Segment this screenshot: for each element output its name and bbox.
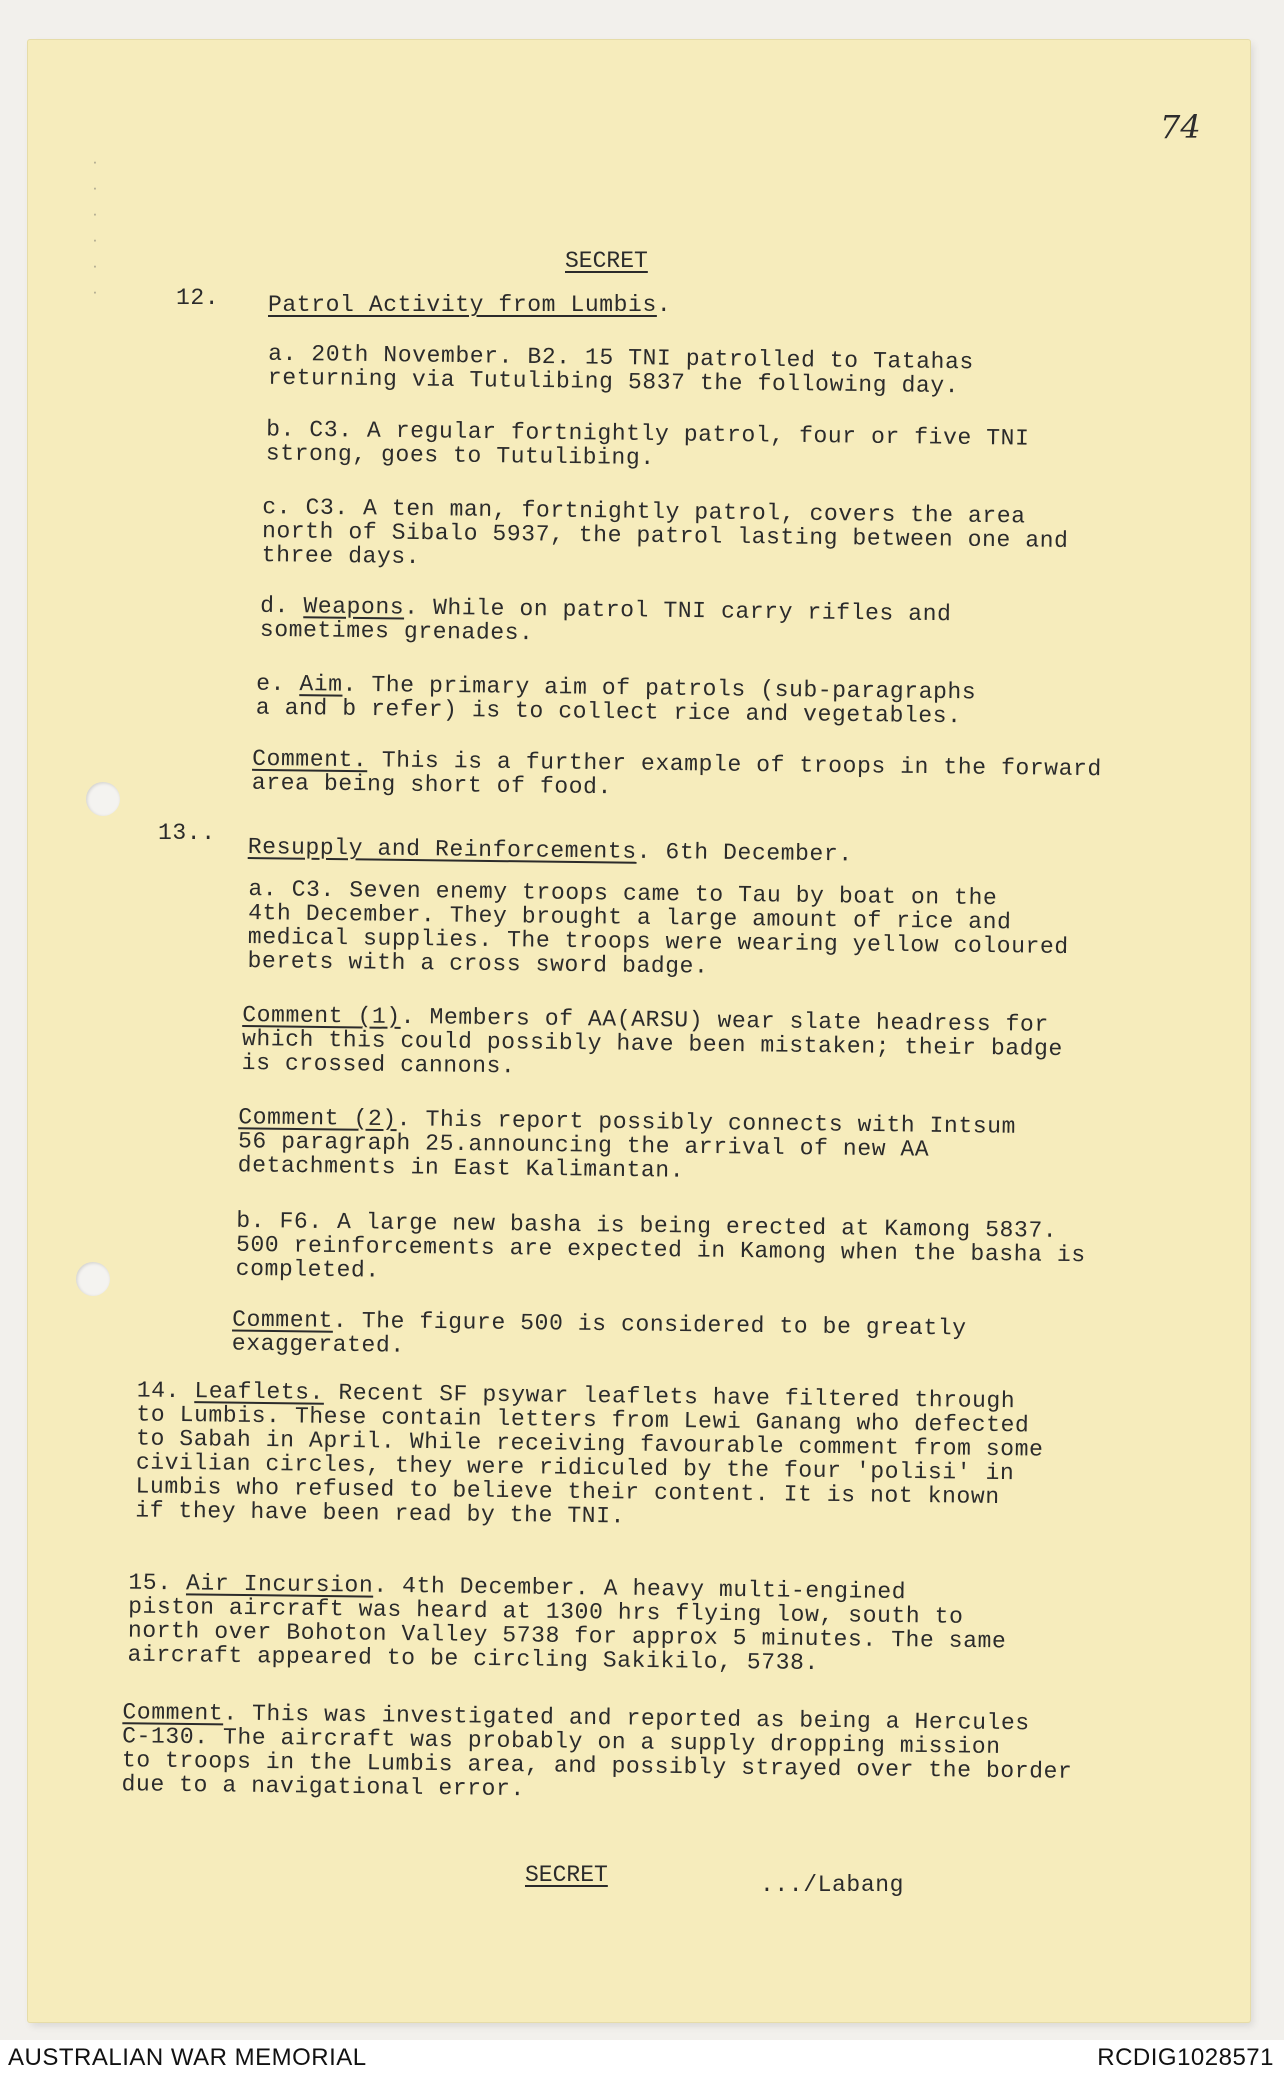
section-13-comment-3: Comment. The figure 500 is considered to be greatly exaggerated. (231, 1306, 967, 1359)
section-15-comment: Comment. This was investigated and reported as being a Hercules C-130. The aircraft was probably on a supply dropping mission to troops in the Lumbis area, and possibly strayed over the border due to a navigational error. (121, 1699, 1073, 1803)
comment-label: Comment. (252, 745, 368, 774)
header-classification: SECRET (565, 248, 648, 274)
section-12-title: Patrol Activity from Lumbis (268, 292, 657, 318)
section-14: 14. Leaflets. Recent SF psywar leaflets have filtered through to Lumbis. These contain letters from Lewi Ganang who defected to Sabah in April. While receiving favourable comment from some civilian circles, they were ridiculed by the four 'polisi' in Lumbis who refused to believe their content. It is not known if they have been read by the TNI. (135, 1377, 1044, 1530)
section-14-number: 14. (136, 1377, 181, 1404)
section-13-comment-2: Comment (2). This report possibly connects with Intsum 56 paragraph 25.announcing the arrival of new AA detachments in East Kalimantan. (237, 1104, 1017, 1184)
section-13-comment-1: Comment (1). Members of AA(ARSU) wear slate headress for which this could possibly have been mistaken; their badge is crossed cannons. (241, 1001, 1064, 1080)
page-number: 74 (1160, 108, 1201, 146)
section-15: 15. Air Incursion. 4th December. A heavy multi-engined piston aircraft was heard at 1300 hrs flying low, south to north over Bohoton Valley 5738 for approx 5 minutes. The same aircraft appeared to be circling Sakikilo, 5738. (127, 1569, 1007, 1677)
section-15-title: Air Incursion (185, 1570, 374, 1599)
continuation-note: .../Labang (760, 1872, 905, 1898)
section-13b: b. F6. A large new basha is being erected at Kamong 5837. 500 reinforcements are expected in Kamong when the basha is completed. (235, 1207, 1086, 1284)
comment-2-label: Comment (2) (238, 1104, 397, 1133)
section-12-title-line: Patrol Activity from Lumbis. (268, 292, 672, 318)
comment-3-label: Comment (232, 1306, 334, 1334)
aim-label: Aim (299, 671, 343, 698)
section-13-number: 13.. (158, 820, 216, 846)
section-12b: b. C3. A regular fortnightly patrol, four or five TNI strong, goes to Tutulibing. (265, 416, 1030, 472)
comment-1-label: Comment (1) (242, 1001, 401, 1030)
punch-hole (76, 1262, 110, 1296)
comment-label: Comment (122, 1699, 224, 1727)
section-15-number: 15. (128, 1569, 172, 1597)
section-14-title: Leaflets. (194, 1378, 325, 1406)
section-13-title-line: Resupply and Reinforcements. 6th December. (247, 834, 853, 868)
footer-classification: SECRET (525, 1862, 608, 1888)
punch-hole (86, 782, 120, 816)
weapons-label: Weapons (303, 593, 405, 621)
section-12-comment: Comment. This is a further example of troops in the forward area being short of food. (251, 745, 1103, 801)
section-12d: d. Weapons. While on patrol TNI carry rifles and sometimes grenades. (259, 592, 952, 647)
section-12e: e. Aim. The primary aim of patrols (sub-paragraphs a and b refer) is to collect rice and vegetables. (255, 670, 977, 730)
section-13-title: Resupply and Reinforcements (247, 834, 637, 865)
margin-marks: · · · · · · (91, 156, 99, 300)
archive-id: RCDIG1028571 (1097, 2044, 1274, 2071)
section-13a: a. C3. Seven enemy troops came to Tau by boat on the 4th December. They brought a large amount of rice and medical supplies. The troops were wearing yellow coloured berets with a cross sword badge. (247, 875, 1069, 980)
section-12c: c. C3. A ten man, fortnightly patrol, covers the area north of Sibalo 5937, the patrol lasting between one and three days. (261, 494, 1069, 571)
archive-credit: AUSTRALIAN WAR MEMORIAL (8, 2044, 367, 2071)
section-12-number: 12. (176, 285, 220, 311)
section-12a: a. 20th November. B2. 15 TNI patrolled to Tatahas returning via Tutulibing 5837 the following day. (267, 340, 974, 400)
